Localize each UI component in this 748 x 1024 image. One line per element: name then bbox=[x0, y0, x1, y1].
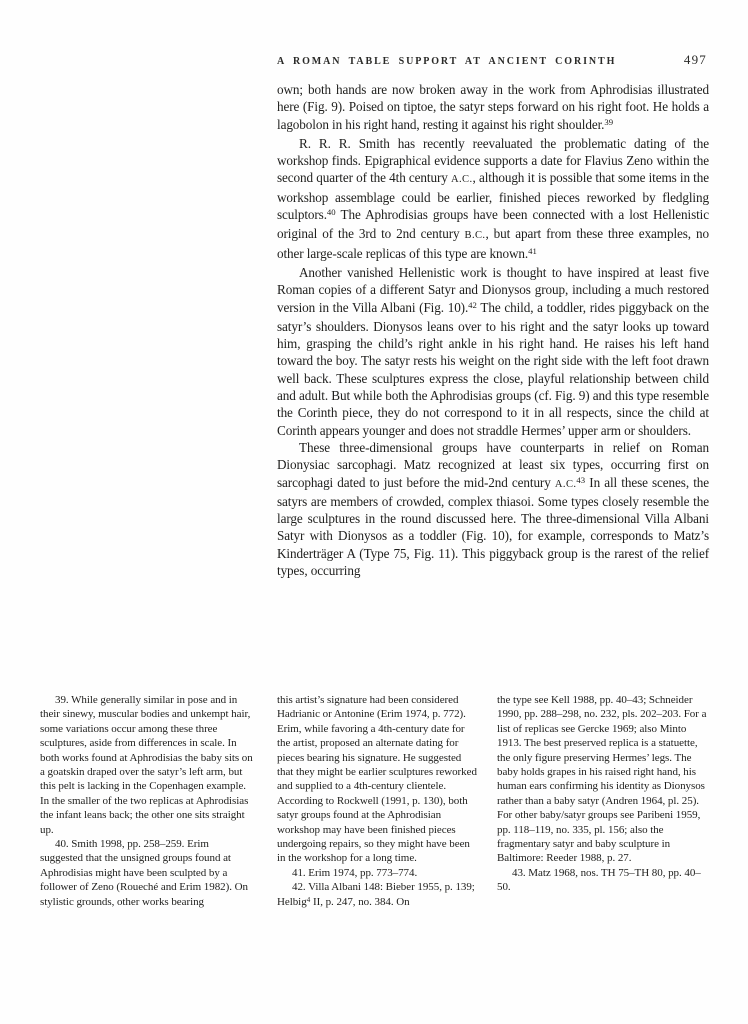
text-run: 40. Smith 1998, pp. 258–259. Erim suggested that the unsigned groups found at Aphrodisias might have been sculpted by a follower of Zeno (Roueché and Erim 1982). On stylistic grounds, other works bearing bbox=[40, 838, 248, 908]
text-run: These three-dimensional groups have counterparts in relief on Roman Dionysiac sarcophagi. Matz recognized at least six types, occurring first on sarcophagi dated to just before the mid-2nd century bbox=[277, 439, 709, 490]
text-run: , although it is possible that some items in the workshop assemblage could be earlier, finished pieces reworked by fledgling sculptors. bbox=[277, 170, 709, 223]
paragraph bbox=[277, 135, 709, 264]
main-text-column bbox=[277, 81, 709, 579]
superscript-note-ref: 4 bbox=[306, 895, 311, 904]
paragraph bbox=[40, 837, 253, 909]
text-run: own; both hands are now broken away in the work from Aphrodisias illustrated here (Fig. 9). Poised on tiptoe, the satyr steps forward on his right foot. He holds a lagobolon in his right hand, resting it against his right shoulder. bbox=[277, 82, 709, 132]
text-run: The child, a toddler, rides piggyback on the satyr’s shoulders. Dionysos leans over to his right and the satyr looks up toward him, grasping the child’s right ankle in his right hand. He raises his left hand toward the boy. The satyr rests his weight on the right side with the left foot drawn well back. These sculptures express the close, playful relationship between child and adult. But while both the Aphrodisias groups (cf. Fig. 9) and this type resemble the Corinth piece, they do not correspond to it in all respects, since the child at Corinth appears younger and does not straddle Hermes’ upper arm or shoulders. bbox=[277, 299, 709, 438]
superscript-note-ref: 42 bbox=[468, 299, 477, 310]
paragraph bbox=[277, 264, 709, 439]
paragraph bbox=[497, 693, 711, 866]
superscript-note-ref: 41 bbox=[528, 246, 537, 257]
smallcaps-text: B.C. bbox=[464, 230, 486, 242]
paragraph bbox=[277, 81, 709, 135]
text-run: this artist’s signature had been considered Hadrianic or Antonine (Erim 1974, p. 772). Erim, while favoring a 4th-century date for the artist, proposed an alternate dating for pieces bearing his signature. He suggested that they might be earlier sculptures reworked and supplied to a 4th-century clientele. According to Rockwell (1991, p. 130), both satyr groups found at the Aphrodisian workshop may have been finished pieces undergoing repairs, so they might have been in the workshop for a long time. bbox=[277, 694, 477, 865]
footnote-column-1 bbox=[40, 693, 253, 909]
text-run: II, p. 247, no. 384. On bbox=[310, 895, 410, 908]
page-number: 497 bbox=[683, 52, 707, 67]
paragraph bbox=[277, 866, 479, 880]
paragraph bbox=[497, 866, 711, 895]
smallcaps-text: A.C. bbox=[451, 174, 473, 186]
paragraph bbox=[277, 693, 479, 866]
text-run: The Aphrodisias groups have been connected with a lost Hellenistic original of the 3rd to 2nd century bbox=[277, 207, 709, 242]
text-run: Another vanished Hellenistic work is thought to have inspired at least five Roman copies of a different Satyr and Dionysos group, including a much restored version in the Villa Albani (Fig. 10). bbox=[277, 264, 709, 315]
text-run: 43. Matz 1968, nos. TH 75–TH 80, pp. 40–50. bbox=[497, 866, 701, 894]
smallcaps-text: A.C. bbox=[554, 478, 577, 490]
superscript-note-ref: 40 bbox=[326, 207, 336, 218]
text-run: In all these scenes, the satyrs are members of crowded, complex thiasoi. Some types closely resemble the large sculptures in the round discussed here. The three-dimensional Villa Albani Satyr with Dionysos as a toddler (Fig. 10), for example, corresponds to Matz’s Kinderträger A (Type 75, Fig. 11). This piggyback group is the rarest of the relief types, occurring bbox=[277, 474, 710, 579]
text-run: , but apart from these three examples, no other large-scale replicas of this type are known. bbox=[277, 226, 710, 261]
text-run: 41. Erim 1974, pp. 773–774. bbox=[292, 866, 418, 879]
superscript-note-ref: 43 bbox=[576, 474, 586, 485]
text-run: 42. Villa Albani 148: Bieber 1955, p. 139; Helbig bbox=[277, 881, 475, 908]
paragraph bbox=[277, 880, 479, 910]
running-head bbox=[277, 52, 707, 68]
footnote-column-2 bbox=[277, 693, 479, 910]
text-run: the type see Kell 1988, pp. 40–43; Schneider 1990, pp. 288–298, no. 232, pls. 202–203. For a list of replicas see Gercke 1969; also Minto 1913. The best preserved replica is a statuette, the only figure preserving Hermes’ legs. The baby holds grapes in his raised right hand, his human ears confirming his identity as Dionysos rather than a baby satyr (Andren 1964, pl. 25). For other baby/satyr groups see Paribeni 1959, pp. 118–119, no. 335, pl. 156; also the fragmentary satyr and baby sculpture in Baltimore: Reeder 1988, p. 27. bbox=[497, 694, 707, 865]
running-head-title: A ROMAN TABLE SUPPORT AT ANCIENT CORINTH bbox=[277, 56, 617, 67]
text-run: 39. While generally similar in pose and in their sinewy, muscular bodies and unkempt hair, some variations occur among these three sculptures, aside from differences in scale. In both works found at Aphrodisias the baby sits on a goatskin draped over the satyr’s left arm, but this pelt is lacking in the Copenhagen example. In the smaller of the two replicas at Aphrodisias the infant leans back; the other one sits straight up. bbox=[40, 694, 253, 836]
paragraph bbox=[277, 439, 709, 579]
footnote-column-3 bbox=[497, 693, 711, 895]
paragraph bbox=[40, 693, 253, 837]
superscript-note-ref: 39 bbox=[604, 116, 614, 127]
text-run: R. R. R. Smith has recently reevaluated the problematic dating of the workshop finds. Epigraphical evidence supports a date for Flavius Zeno within the second quarter of the 4th century bbox=[277, 135, 709, 186]
